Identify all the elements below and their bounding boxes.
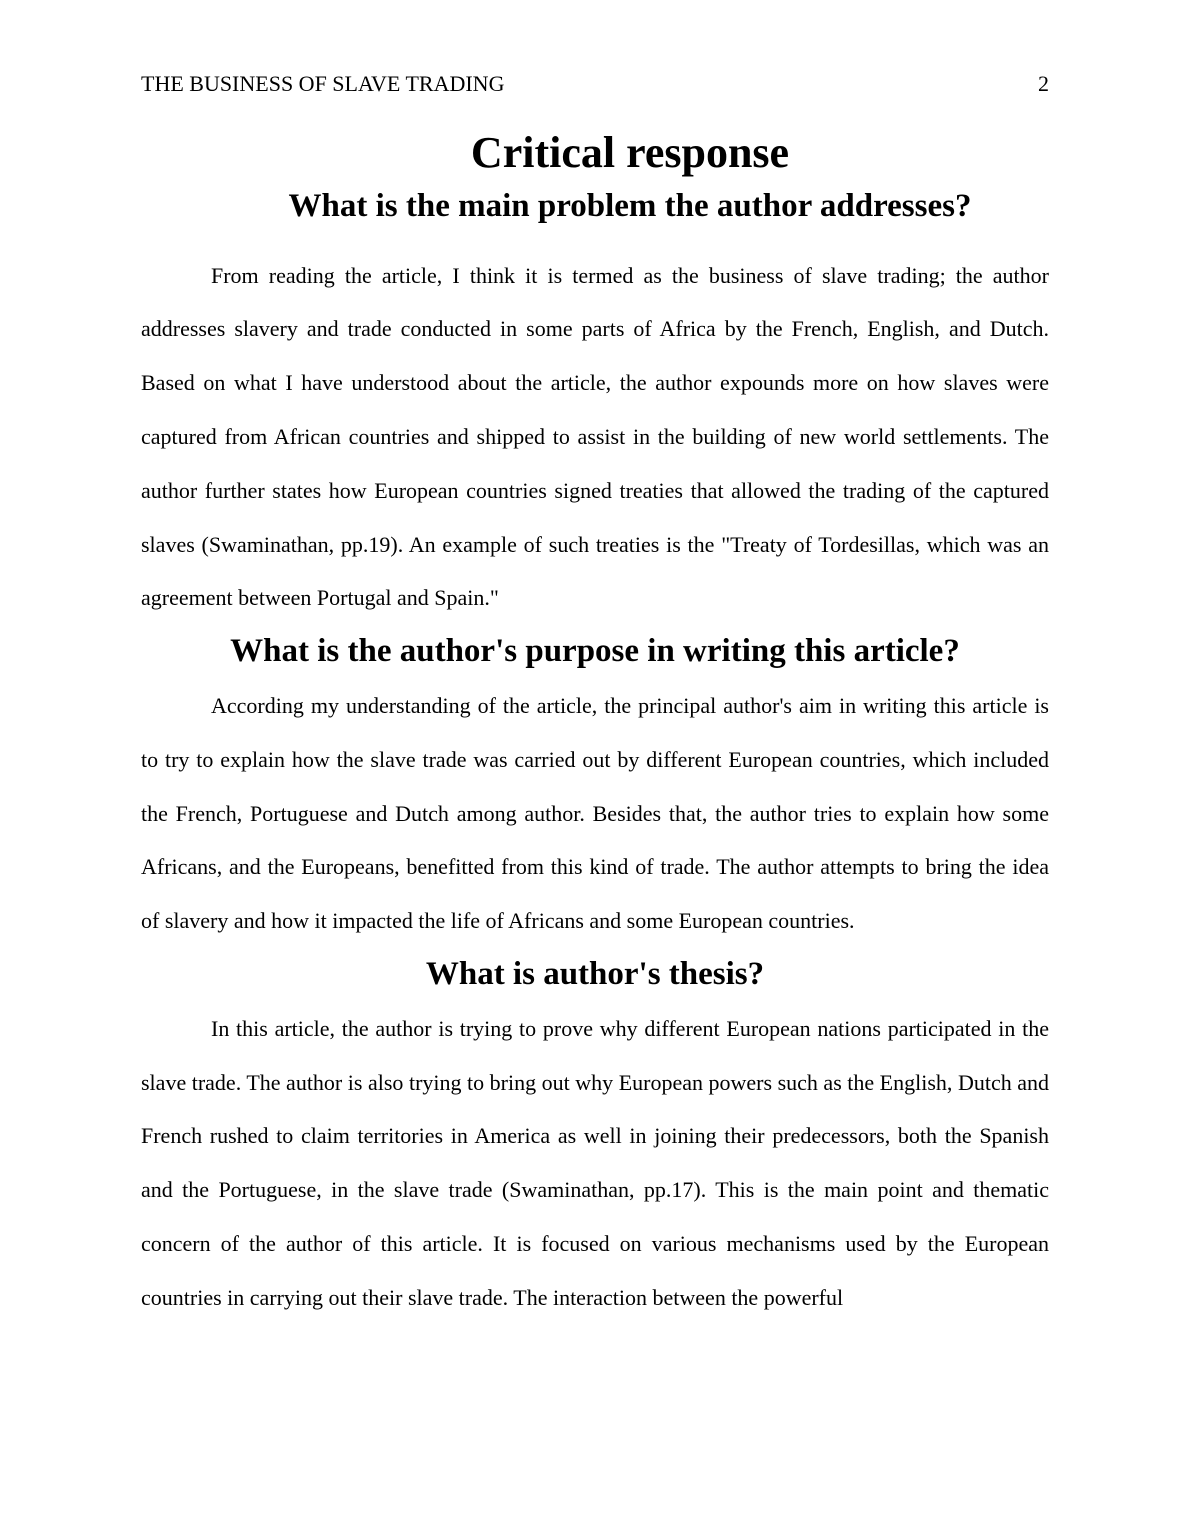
page-header bbox=[141, 70, 1049, 98]
running-head: THE BUSINESS OF SLAVE TRADING bbox=[141, 71, 505, 96]
section-paragraph-purpose: According my understanding of the article, the principal author's aim in writing this article is to try to explain how the slave trade was carried out by different European countries, which included the French, Portuguese and Dutch among author. Besides that, the author tries to explain how some Africans, and the Europeans, benefitted from this kind of trade. The author attempts to bring the idea of slavery and how it impacted the life of Africans and some European countries. bbox=[141, 692, 1049, 934]
section-heading-thesis: What is author's thesis? bbox=[425, 955, 765, 992]
section-heading-purpose: What is the author's purpose in writing this article? bbox=[230, 633, 960, 670]
section-heading-main-problem: What is the main problem the author addresses? bbox=[288, 187, 972, 224]
page-number: 2 bbox=[1038, 71, 1049, 96]
section-paragraph-thesis: In this article, the author is trying to prove why different European nations participated in the slave trade. The author is also trying to bring out why European powers such as the English, Dutch and French rushed to claim territories in America as well in joining their predecessors, both the Spanish and the Portuguese, in the slave trade (Swaminathan, pp.17). This is the main point and thematic concern of the author of this article. It is focused on various mechanisms used by the European countries in carrying out their slave trade. The interaction between the powerful bbox=[141, 1015, 1049, 1310]
section-paragraph-main-problem: From reading the article, I think it is termed as the business of slave trading; the author addresses slavery and trade conducted in some parts of Africa by the French, English, and Dutch. Based on what I have understood about the article, the author expounds more on how slaves were captured from African countries and shipped to assist in the building of new world settlements. The author further states how European countries signed treaties that allowed the trading of the captured slaves (Swaminathan, pp.19). An example of such treaties is the "Treaty of Tordesillas, which was an agreement between Portugal and Spain." bbox=[141, 262, 1049, 611]
document-body bbox=[141, 126, 1049, 1325]
document-title: Critical response bbox=[470, 128, 790, 177]
